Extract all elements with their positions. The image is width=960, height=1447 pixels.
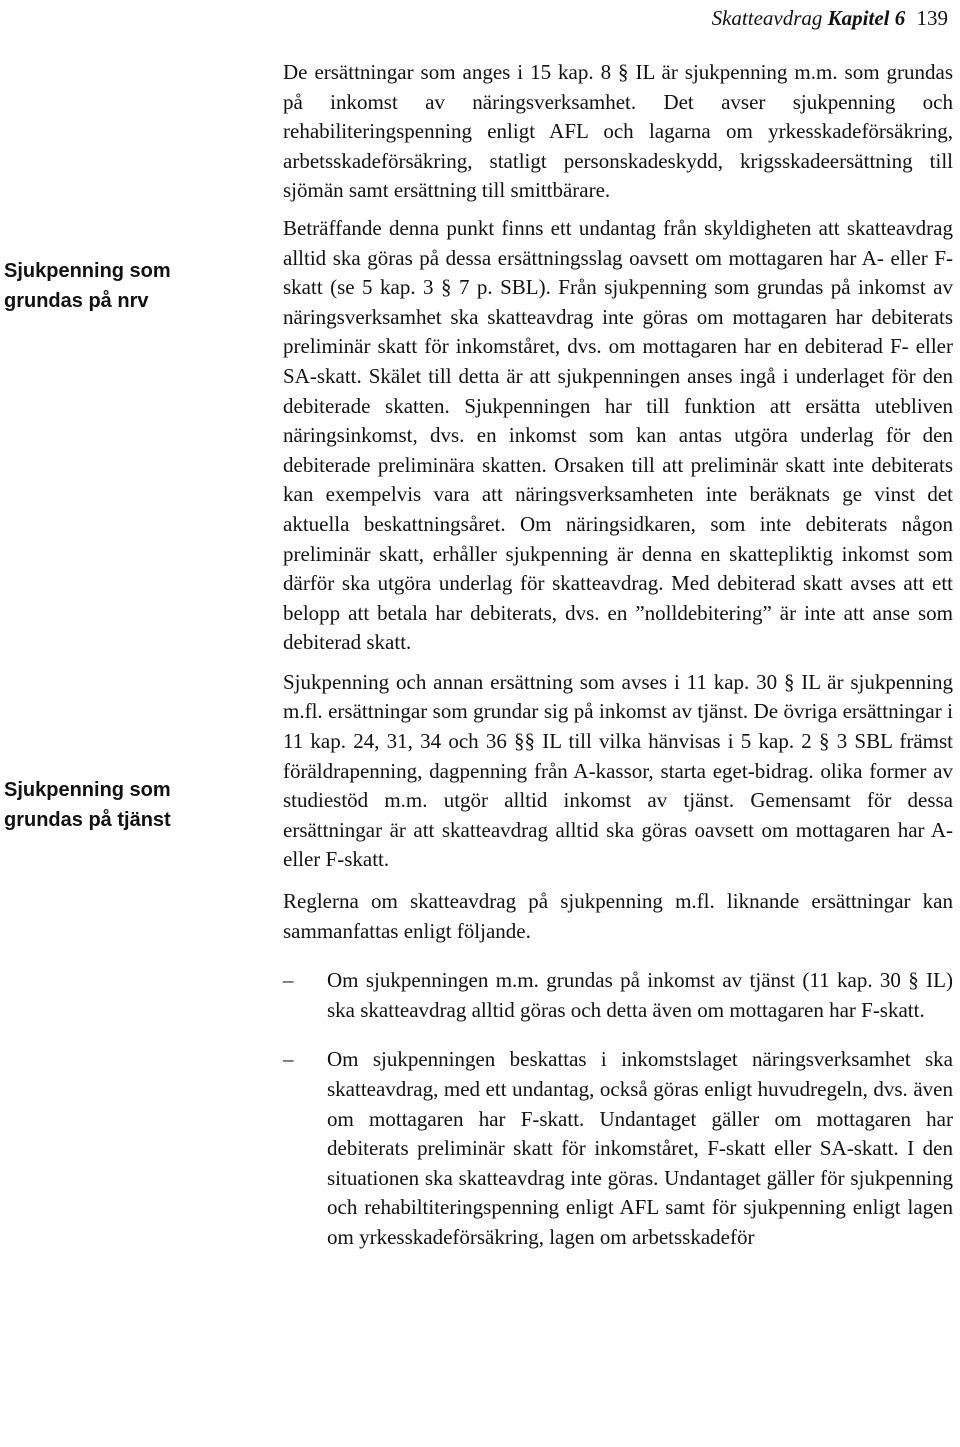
running-header	[712, 6, 948, 31]
header-section: Skatteavdrag	[711, 6, 823, 30]
margin-note-tjanst: Sjukpenning som grundas på tjänst	[4, 779, 171, 831]
page-number: 139	[916, 6, 948, 30]
paragraph: De ersättningar som anges i 15 kap. 8 § IL är sjukpenning m.m. som grundas på inkomst av näringsverksamhet. Det avser sjukpenning och rehabiliteringspenning enligt AFL och lagarna om yrkesskadeförsäkring, arbetsskadeförsäkring, statligt personskadeskydd, krigsskadeersättning till sjömän samt ersättning till smittbärare.	[283, 60, 953, 203]
bullet-text: Om sjukpenningen m.m. grundas på inkomst av tjänst (11 kap. 30 § IL) ska skatteavdrag alltid göras och detta även om mottagaren har F-skatt.	[327, 968, 953, 1022]
bullet-item	[283, 1045, 953, 1252]
bullet-item	[283, 966, 953, 1025]
bullet-dash: –	[283, 968, 294, 993]
paragraph: Beträffande denna punkt finns ett undantag från skyldigheten att skatteavdrag alltid ska göras på dessa ersättningsslag oavsett om mottagaren har A- eller F-skatt (se 5 kap. 3 § 7 p. SBL). Från sjukpenning som grundas på inkomst av näringsverksamhet ska skatteavdrag inte göras om mottagaren har debiterats preliminär skatt för inkomståret, dvs. om mottagaren har en debiterad F- eller SA-skatt. Skälet till detta är att sjukpenningen anses ingå i underlaget för den debiterade skatten. Sjukpenningen har till funktion att ersätta utebliven näringsinkomst, dvs. en inkomst som kan antas utgöra underlag för den debiterade preliminära skatten. Orsaken till att preliminär skatt inte debiterats kan exempelvis vara att näringsverksamheten inte beräknats ge vinst det aktuella beskattningsåret. Om näringsidkaren, som inte debiterats någon preliminär skatt, erhåller sjukpenning är denna en skattepliktig inkomst som därför ska utgöra underlag för skatteavdrag. Med debiterad skatt avses att ett belopp att betala har debiterats, dvs. en ”nolldebitering” är inte att anse som debiterad skatt.	[283, 215, 953, 655]
body-text	[283, 58, 953, 1273]
paragraph: Reglerna om skatteavdrag på sjukpenning m.fl. liknande ersättningar kan sammanfattas enligt följande.	[283, 889, 953, 943]
paragraph: Sjukpenning och annan ersättning som avses i 11 kap. 30 § IL är sjukpenning m.fl. ersättningar som grundar sig på inkomst av tjänst. De övriga ersättningar i 11 kap. 24, 31, 34 och 36 §§ IL till vilka hänvisas i 5 kap. 2 § 3 SBL främst föräldrapenning, dagpenning från A-kassor, starta eget-bidrag. olika former av studiestöd m.m. utgör alltid inkomst av tjänst. Gemensamt för dessa ersättningar är att skatteavdrag alltid ska göras oavsett om mottagaren har A- eller F-skatt.	[283, 669, 953, 872]
margin-note-nrv: Sjukpenning som grundas på nrv	[4, 260, 171, 312]
bullet-dash: –	[283, 1047, 294, 1072]
bullet-text: Om sjukpenningen beskattas i inkomstslaget näringsverksamhet ska skatteavdrag, med ett undantag, också göras enligt huvudregeln, dvs. även om mottagaren har F-skatt. Undantaget gäller om mottagaren har debiterats preliminär skatt för inkomståret, F-skatt eller SA-skatt. I den situationen ska skatteavdrag inte göras. Undantaget gäller för sjukpenning och rehabiltiteringspenning enligt AFL samt för sjukpenning enligt lagen om yrkesskadeförsäkring, lagen om arbetsskadeför	[327, 1047, 953, 1249]
header-chapter: Kapitel 6	[827, 6, 906, 30]
